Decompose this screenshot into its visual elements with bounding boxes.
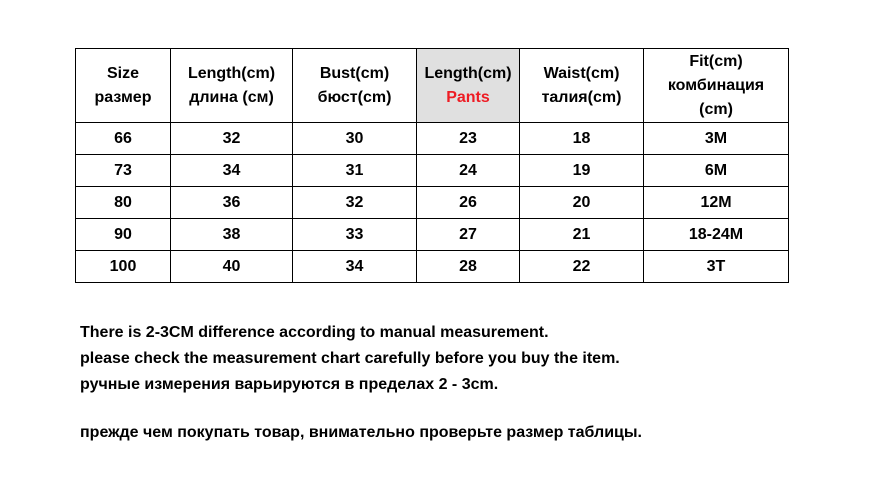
cell-pants-length: 23 (417, 123, 520, 155)
header-label-pants: Pants (446, 88, 490, 106)
header-fit (644, 49, 789, 123)
cell-pants-length: 26 (417, 187, 520, 219)
cell-bust: 32 (293, 187, 417, 219)
cell-size: 80 (76, 187, 171, 219)
cell-bust: 30 (293, 123, 417, 155)
cell-size: 90 (76, 219, 171, 251)
measurement-notes (80, 320, 642, 446)
header-size (76, 49, 171, 123)
header-label: Size (106, 64, 139, 82)
header-label-ru: размер (94, 88, 152, 106)
table-row (76, 123, 789, 155)
header-label-ru: длина (см) (189, 88, 274, 106)
note-difference: There is 2-3CM difference according to manual measurement. (80, 324, 549, 341)
cell-waist: 22 (520, 251, 644, 283)
cell-waist: 19 (520, 155, 644, 187)
cell-fit: 12M (644, 187, 789, 219)
header-bust (293, 49, 417, 123)
header-length (171, 49, 293, 123)
header-pants-length (417, 49, 520, 123)
header-label: Waist(cm) (543, 64, 620, 82)
cell-waist: 20 (520, 187, 644, 219)
cell-length: 36 (171, 187, 293, 219)
cell-length: 34 (171, 155, 293, 187)
note-check-chart-ru: прежде чем покупать товар, внимательно проверьте размер таблицы. (80, 424, 642, 441)
note-check-chart: please check the measurement chart carefully before you buy the item. (80, 350, 620, 367)
size-chart-table (75, 48, 789, 283)
cell-bust: 34 (293, 251, 417, 283)
cell-waist: 18 (520, 123, 644, 155)
table-row (76, 187, 789, 219)
cell-fit: 18-24M (644, 219, 789, 251)
cell-waist: 21 (520, 219, 644, 251)
header-label-ru: бюст(cm) (317, 88, 392, 106)
header-label-ru: комбинация (667, 76, 765, 94)
cell-size: 73 (76, 155, 171, 187)
cell-length: 38 (171, 219, 293, 251)
cell-pants-length: 28 (417, 251, 520, 283)
header-label: Fit(cm) (689, 52, 743, 70)
cell-bust: 31 (293, 155, 417, 187)
note-difference-ru: ручные измерения варьируются в пределах 2 - 3cm. (80, 376, 499, 393)
cell-size: 100 (76, 251, 171, 283)
cell-pants-length: 24 (417, 155, 520, 187)
header-label-unit: (cm) (699, 100, 733, 118)
cell-size: 66 (76, 123, 171, 155)
table-row (76, 155, 789, 187)
header-label-ru: талия(cm) (541, 88, 622, 106)
cell-fit: 3M (644, 123, 789, 155)
cell-fit: 6M (644, 155, 789, 187)
table-row (76, 219, 789, 251)
cell-pants-length: 27 (417, 219, 520, 251)
header-label: Length(cm) (187, 64, 276, 82)
header-label: Length(cm) (424, 64, 512, 82)
header-waist (520, 49, 644, 123)
header-label: Bust(cm) (319, 64, 390, 82)
cell-length: 32 (171, 123, 293, 155)
table-row (76, 251, 789, 283)
cell-bust: 33 (293, 219, 417, 251)
cell-fit: 3T (644, 251, 789, 283)
table-header-row (76, 49, 789, 123)
cell-length: 40 (171, 251, 293, 283)
